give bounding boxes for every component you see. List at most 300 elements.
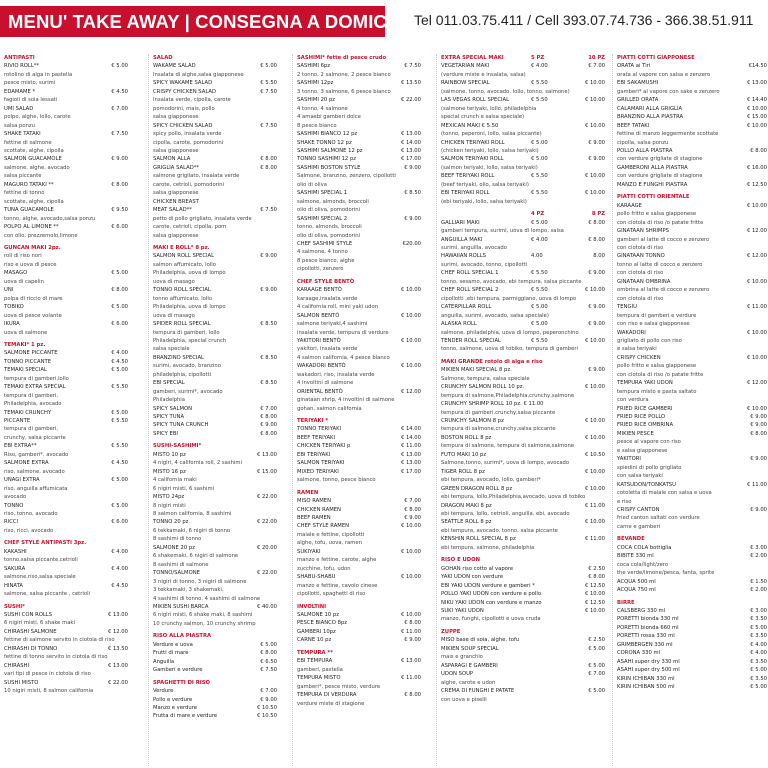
item-description: scottate, alghe, cipolla (4, 198, 64, 205)
menu-item (4, 223, 128, 231)
item-name: SHABU-SHABU (297, 574, 336, 581)
section-heading: ANTIPASTI (4, 55, 35, 61)
item-price: € 22.00 (400, 97, 421, 104)
menu-item (617, 578, 767, 586)
section-heading: RAMEN (297, 489, 319, 496)
menu-item (4, 366, 128, 374)
item-price: € 9.00 (404, 637, 421, 644)
item-description: cipollotti, zenzero (297, 266, 344, 273)
item-name: SPICY CHICKEN SALAD (153, 122, 213, 129)
item-name: BEEF TERIYAKI (297, 434, 336, 441)
item-price: € 10.00 (400, 287, 421, 294)
item-description: scottate, alghe, cipolla (4, 147, 64, 154)
item-name: MIXED TERIYAKI (297, 468, 339, 475)
menu-item (4, 286, 128, 294)
menu-item (617, 607, 767, 615)
item-price (275, 198, 277, 206)
item-name: Frutti di mare (153, 650, 189, 657)
menu-item (153, 421, 277, 429)
item-name: SASHIMI 20 pz (297, 97, 336, 104)
item-price: € 9.00 (404, 515, 421, 522)
item-description: 4 california maki (153, 477, 197, 484)
item-description: manzo, funghi, cipollotti e uova cruda (441, 616, 541, 623)
item-description: salmone, alghe, avocado (4, 164, 70, 171)
menu-item (4, 628, 128, 636)
menu-item (441, 286, 605, 294)
menu-item (297, 497, 421, 505)
menu-item (617, 147, 767, 155)
menu-item (4, 548, 128, 556)
item-price: € 5.50 (260, 80, 277, 87)
item-name: SUSHI MISTO (4, 679, 39, 686)
item-description: 3 tekkamaki, 3 shakemaki, (153, 587, 224, 594)
item-price: € 8.00 (404, 692, 421, 699)
item-description: salsa speciale (153, 346, 190, 353)
menu-item (153, 413, 277, 421)
item-name: BEEF TERIYAKI ROLL (441, 173, 495, 180)
item-price: € 13.00 (107, 612, 128, 618)
item-name: CRISPY CANTON (617, 507, 660, 514)
menu-item (153, 164, 277, 172)
item-price: € 15.00 (256, 468, 277, 475)
menu-item (617, 624, 767, 632)
item-price: € 12.50 (584, 582, 605, 589)
item-description: riso, salmone, avocado (4, 468, 65, 475)
item-price-large: € 10.00 (584, 122, 605, 129)
item-description: pesce al vapore con riso (617, 439, 681, 446)
item-price: € 2.00 (750, 587, 767, 594)
menu-item (297, 548, 421, 556)
menu-item (441, 400, 605, 408)
item-name: TONNO/SALMONE (153, 570, 200, 577)
menu-item (617, 62, 767, 70)
item-price: € 14.40 (746, 97, 767, 104)
item-name: TOBIKO (4, 304, 24, 311)
item-price: € 3.50 (750, 616, 767, 623)
item-description: crunchy, salsa piccante (4, 434, 66, 441)
menu-item (153, 88, 277, 96)
menu-item (153, 518, 277, 526)
item-name: PORETTI bionda 660 ml (617, 624, 679, 631)
menu-item (153, 206, 277, 214)
item-name: TONNO ROLL SPECIAL (153, 287, 211, 294)
menu-item (297, 425, 421, 433)
item-name: KIRIN ICHIBAN 500 ml (617, 684, 675, 691)
item-price: € 10.00 (746, 122, 767, 129)
menu-item (4, 88, 128, 96)
item-price: € 10.00 (584, 485, 605, 492)
item-name: EBI SAKAMUSHI (617, 80, 659, 87)
menu-item (297, 442, 421, 450)
item-price: € 22.00 (256, 494, 277, 501)
item-price: € 8.00 (111, 287, 128, 294)
menu-item (153, 712, 277, 720)
item-description: tempura di gamberi e verdure (617, 312, 697, 319)
item-description: surimi, avocado, branzino (153, 363, 221, 370)
item-price: € 2.50 (588, 637, 605, 644)
item-description: 2 tonno, 2 salmone, 2 pesce bianco (297, 71, 391, 78)
item-name: GRIMBERGEN 330 ml (617, 641, 673, 648)
menu-item (153, 122, 277, 130)
item-name: KAKASHI (4, 548, 27, 555)
menu-item (4, 181, 128, 189)
item-name: SALMON GUACAMOLE (4, 156, 62, 163)
menu-item (4, 130, 128, 138)
section-heading: MAKI GRANDE rotolo di alga e riso (441, 358, 543, 365)
item-price: € 10.00 (584, 384, 605, 391)
menu-column-4 (436, 54, 605, 766)
item-description: riso, tonno, avocado (4, 511, 58, 518)
item-description: carote, cetrioli, cipolla, pom (153, 224, 227, 231)
menu-item (153, 696, 277, 704)
menu-item (441, 172, 605, 180)
item-price: € 11.00 (584, 536, 605, 543)
item-price: € 7.50 (111, 131, 128, 138)
menu-item (441, 468, 605, 476)
menu-item (617, 666, 767, 674)
item-name: TUNA GUACAMOLE (4, 207, 54, 214)
item-description: 4 salmon california, 4 pesce bianco (297, 354, 390, 361)
menu-item (4, 565, 128, 573)
item-name: EBI TEMPURA (297, 658, 333, 665)
item-price: € 4.00 (111, 548, 128, 555)
item-name: ORIENTAL BENTÒ (297, 388, 343, 395)
item-name: SPICY TUNA CRUNCH (153, 422, 209, 429)
item-name: KENSHIN ROLL SPECIAL 8 pz (441, 536, 516, 543)
item-name: YAKITORI BENTÒ (297, 337, 341, 344)
item-price-large: € 10.00 (584, 190, 605, 197)
item-description: 4 sashimi di tonno, 4 sashimi di salmone (153, 595, 261, 602)
section-heading: SASHIMI* fette di pesce crudo (297, 55, 387, 61)
item-description: Insalata verde, cipolla, carote (153, 97, 231, 104)
item-description: uova di masago (153, 278, 195, 285)
item-price: € 10.00 (746, 278, 767, 285)
item-description: Salmone, tempura, salsa speciale (441, 375, 530, 382)
menu-item (297, 337, 421, 345)
item-description: con ciotola di riso (617, 244, 664, 251)
menu-item (441, 662, 605, 670)
item-price: € 12.00 (400, 388, 421, 395)
menu-item (297, 147, 421, 155)
item-name: CRISPY CHICKEN (617, 354, 661, 361)
item-price: € 40.00 (256, 604, 277, 610)
item-description: insalata verde, tempura di verdure (297, 329, 389, 336)
item-price: € 10.00 (584, 434, 605, 441)
item-price: € 13.00 (746, 80, 767, 87)
item-name: CRUNCHY SALMON 8 pz (441, 418, 504, 425)
item-description: ebi tempura, lollo, cetrioli, anguilla, ebi, avocado (441, 511, 570, 518)
item-description: (tonno, peperoni, lollo, salsa piccante) (441, 131, 542, 138)
item-name: Verdure (153, 688, 174, 695)
item-description: salsa ponzu (4, 122, 35, 129)
item-price: € 11.00 (400, 443, 421, 450)
menu-item (297, 691, 421, 699)
item-description: 10 crunchy salmon, 10 crunchy shrimp (153, 620, 256, 627)
item-description: con verdura (617, 397, 649, 404)
item-price: € 13.00 (400, 131, 421, 138)
item-name: KARAAGE (617, 202, 642, 209)
item-name: EXTRA SPECIAL MAKI (441, 55, 504, 61)
menu-item (441, 236, 605, 244)
menu-item (617, 354, 767, 362)
menu-item (153, 603, 277, 611)
item-description: gamberi, pastella (297, 666, 343, 673)
menu-item (297, 139, 421, 147)
item-price: € 22.00 (107, 679, 128, 686)
item-price: € 9.00 (588, 367, 605, 374)
item-description: 4 salmone, 4 tonno (297, 249, 348, 256)
item-description: 6 tekkamaki, 6 nigiri di tonno (153, 527, 231, 534)
item-price: € 7.00 (260, 405, 277, 412)
menu-item (441, 599, 605, 607)
item-description: Salmone, branzino, zenzero, cipollotti (297, 173, 396, 180)
item-description: tempura di gamberi,lollo (4, 375, 69, 382)
item-price-small: € 5.50 (531, 190, 548, 197)
item-price-small: € 5.00 (531, 139, 548, 146)
item-price: € 4.50 (111, 460, 128, 467)
menu-item (153, 658, 277, 666)
item-name: GRIGLIA SALAD** (153, 164, 200, 171)
item-name: POLPO AL LIMONE ** (4, 224, 59, 231)
item-name: MISTO 10 pz (153, 451, 186, 458)
item-description: 8 sashimi di tonno (153, 536, 202, 543)
section-heading: SPAGHETTI DI RISO (153, 679, 210, 686)
item-name: TEMAKI CRUNCHY (4, 409, 52, 416)
item-price: € 14.00 (400, 426, 421, 433)
item-name: GINATAAN TONNO (617, 253, 665, 260)
contact-phones: Tel 011.03.75.411 / Cell 393.07.74.736 - 366.38.51.911 (414, 12, 754, 28)
item-description: salmon affumicato, lollo (153, 261, 216, 268)
item-name: BEEF TATAKI (617, 122, 650, 129)
item-name: EBI SPECIAL (153, 380, 185, 387)
menu-item (4, 105, 128, 113)
item-name: MIKIEN SUSHI BARCA (153, 604, 209, 610)
item-name: SEATTLE ROLL 8 pz (441, 519, 492, 526)
item-price: € 10.00 (584, 591, 605, 598)
item-price: € 8.00 (111, 181, 128, 188)
item-price: € 16.00 (746, 164, 767, 171)
item-name: EDAMAME * (4, 88, 36, 95)
item-name: FRIED RICE POLLO (617, 414, 666, 421)
item-price: € 9.00 (404, 164, 421, 171)
item-description: salsa giapponese (153, 114, 199, 121)
item-description: 8 sashimi di salmone (153, 561, 209, 568)
menu-item (297, 130, 421, 138)
item-price: € 5.00 (111, 270, 128, 277)
item-price: € 12.50 (746, 181, 767, 188)
item-name: GAMBERI 10pz (297, 628, 336, 635)
item-description: the verde/limone/pesca, fanta, sprite (617, 570, 715, 577)
item-price: € 3.50 (750, 658, 767, 665)
menu-item (4, 442, 128, 450)
item-price: € 10.00 (584, 519, 605, 526)
menu-item (441, 573, 605, 581)
item-name: CHICKEN BREAST (153, 198, 199, 205)
item-description: tonno,salsa piccante,cetrioli (4, 557, 78, 564)
item-description: 6 nigiri misti, 6 shake maki, 8 sashimi (153, 612, 253, 619)
item-price-large: 10 PZ (588, 55, 605, 61)
item-price: € 22.00 (256, 570, 277, 577)
menu-item (153, 320, 277, 328)
item-description: zucchine, tofu, udon (297, 565, 351, 572)
item-name: CHICKEN TERIYAKI ROLL (441, 139, 505, 146)
item-description: con uova e piselli (441, 696, 487, 703)
item-name: Verdure e uova (153, 641, 193, 648)
item-description: 8 nigiri misti (153, 502, 186, 509)
item-price-large: € 9.00 (588, 139, 605, 146)
item-price: € 13.00 (256, 451, 277, 458)
item-price-small: € 5.00 (531, 219, 548, 226)
item-name: BOSTON ROLL 8 pz (441, 434, 492, 441)
item-name: SALMONE 10 pz (297, 612, 339, 618)
section-heading: SALAD (153, 55, 173, 61)
item-price: € 12.50 (584, 599, 605, 606)
menu-item (441, 383, 605, 391)
item-price: € 7.50 (260, 207, 277, 214)
item-name: TEMPURA YAKI UDON (617, 380, 673, 387)
item-price-large: 8 PZ (591, 211, 605, 218)
item-description: manzo e fettine, cavolo cinese (297, 582, 378, 589)
menu-item (617, 632, 767, 640)
menu-item (441, 518, 605, 526)
item-price: € 5.50 (111, 384, 128, 391)
menu-item (297, 155, 421, 163)
item-name: GOHAN riso cotto al vapore (441, 565, 514, 572)
item-description: 4 involtini di salmone (297, 380, 354, 387)
menu-item (153, 430, 277, 438)
menu-item (441, 590, 605, 598)
item-price: € 9.00 (750, 422, 767, 429)
item-price: € 10.00 (746, 202, 767, 209)
item-description: tonno affumicato, lollo (153, 295, 213, 302)
item-price: € 9.00 (260, 422, 277, 429)
item-name: CHEF ROLL SPECIAL 1 (441, 270, 499, 277)
menu-item (297, 611, 421, 619)
menu-item (153, 666, 277, 674)
item-description: 8 salmon california, 8 sashimi (153, 511, 232, 518)
menu-item (441, 139, 605, 147)
item-description: spiedini di pollo grigliato (617, 464, 682, 471)
menu-item (617, 405, 767, 413)
menu-column-3 (292, 54, 421, 766)
menu-item (441, 670, 605, 678)
menu-item (4, 662, 128, 670)
item-description: pesce misto, surimi (4, 80, 56, 87)
item-description: gamberi tempura, surimi, uova di lompo, salsa (441, 228, 564, 235)
item-description: salmone teriyaki,4 sashimi (297, 321, 368, 328)
menu-item (441, 189, 605, 197)
item-name: TIGER ROLL 8 pz (441, 468, 485, 475)
item-description: con olio, prezzemolo,limone (4, 232, 78, 239)
item-description: gamberi, surimi*, avocado (153, 388, 223, 395)
item-price: € 11.00 (746, 304, 767, 311)
item-description: cipollotti, spaghetti di riso (297, 591, 366, 598)
item-price: € 15.00 (746, 114, 767, 121)
item-price: € 5.00 (260, 63, 277, 70)
item-name: ASAHI super dry 330 ml (617, 658, 680, 665)
item-name: BRANZINO SPECIAL (153, 354, 204, 361)
section-heading: CHEF STYLE BENTÒ (297, 278, 355, 285)
item-price-small: 4.00 (531, 253, 543, 260)
menu-item (4, 206, 128, 214)
item-price: € 5.00 (750, 684, 767, 691)
item-price: € 3.00 (750, 608, 767, 614)
item-description: Philadelphia, avocado (4, 401, 62, 408)
menu-item (153, 544, 277, 552)
item-price: € 7.50 (260, 88, 277, 95)
section-heading: ZUPPE (441, 628, 461, 635)
item-description: roll di riso nori (4, 253, 42, 260)
item-price: € 11.00 (746, 481, 767, 488)
menu-item (297, 628, 421, 636)
menu-item (153, 354, 277, 362)
item-price-large: € 9.00 (588, 156, 605, 163)
item-price: € 4.00 (111, 565, 128, 572)
item-description: 6 nigiri misti, 6 sashimi (153, 485, 215, 492)
menu-item (4, 582, 128, 590)
menu-item (4, 62, 128, 70)
item-description: salsa piccante (4, 173, 42, 180)
item-name: POLLO YAKI UDON con verdure e pollo (441, 591, 542, 598)
item-price: € 12.00 (746, 228, 767, 235)
item-name: KARAAGE BENTÒ (297, 287, 342, 294)
item-price: € 4.00 (111, 350, 128, 357)
item-price-small: € 5.50 (531, 287, 548, 294)
item-description: pollo fritto e salsa giapponese (617, 363, 697, 370)
item-price: € 13.00 (400, 147, 421, 154)
item-description: tempura di gamberi, (4, 426, 59, 433)
item-description: ebi tempura, lollo,Philadelphia,avocado, uova di tobiko (441, 494, 586, 501)
item-name: NIKU YAKI UDON con verdure e manzo (441, 599, 542, 606)
item-price: € 6.00 (111, 321, 128, 328)
item-price: € 2.00 (750, 553, 767, 560)
item-name: CORONA 330 ml (617, 650, 661, 657)
menu-item (4, 476, 128, 484)
item-price (603, 400, 605, 408)
item-price: € 8.50 (260, 354, 277, 361)
item-description: cotoletta di maiale con salsa e uova (617, 490, 712, 497)
item-description: olio di oliva, pomodorini (297, 232, 361, 239)
menu-item (441, 320, 605, 328)
item-name: TONNO SASHIMI 12 pz (297, 156, 357, 163)
menu-item (153, 62, 277, 70)
item-name: CHIRASHI DI TONNO (4, 645, 58, 652)
item-name: SALMONE 20 pz (153, 544, 195, 551)
item-name: SASHIMI BIANCO 12 pz (297, 131, 358, 138)
item-price-large: € 9.00 (588, 321, 605, 328)
item-price-large: € 9.00 (588, 270, 605, 277)
item-price: € 11.00 (400, 675, 421, 682)
item-price-small: € 5.50 (531, 337, 548, 344)
item-description: mais e granchio (441, 654, 484, 661)
item-description: karaage,insalata verde (297, 295, 358, 302)
item-price: € 5.00 (111, 409, 128, 416)
item-price: € 9.00 (750, 414, 767, 421)
item-name: BRANZINO ALLA PIASTRA (617, 114, 684, 121)
section-heading: RISO ALLA PIASTRA (153, 633, 212, 640)
item-description: (beef teriyaki, olio, salsa teriyaki) (441, 181, 529, 188)
menu-item (617, 379, 767, 387)
item-price: € 10.00 (400, 548, 421, 555)
item-description: cipolla, salsa ponzu (617, 139, 669, 146)
menu-item (441, 269, 605, 277)
item-name: HINATA (4, 582, 23, 589)
item-name: KATSUDON/TONKATSU (617, 481, 676, 488)
item-name: MANZO E FUNGHI PIASTRA (617, 181, 688, 188)
item-name: CARNE 10 pz (297, 637, 332, 644)
item-description: Riso, gamberi*, avocado (4, 451, 69, 458)
item-description: manzo e fettine, carote, alghe (297, 557, 377, 564)
